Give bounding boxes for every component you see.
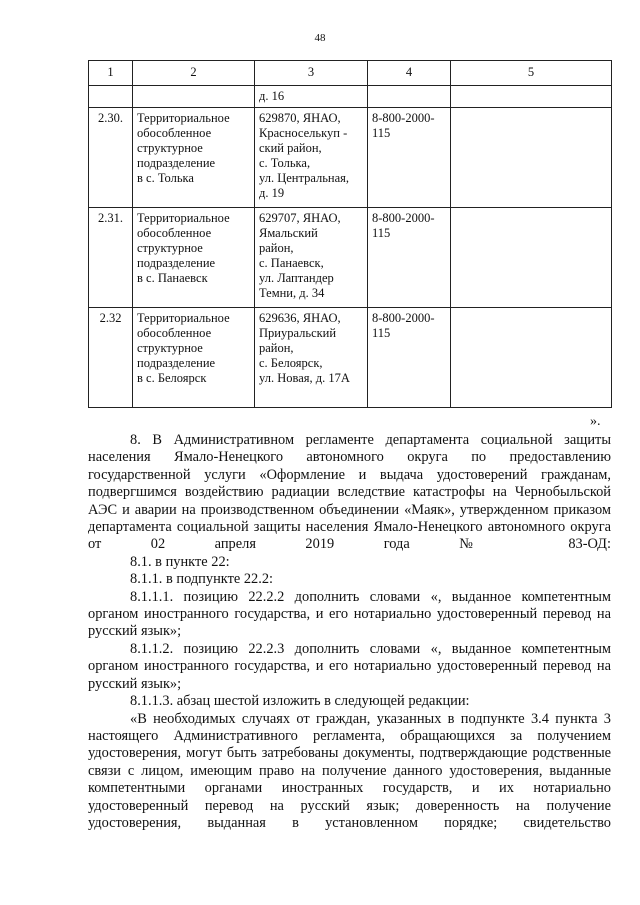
phone-line: 115 (372, 126, 391, 140)
phone-line: 115 (372, 326, 391, 340)
row-number-cell: 2.32 (89, 308, 133, 408)
name-cell (133, 308, 255, 408)
row-number-cell: 2.30. (89, 108, 133, 208)
note-cell (451, 308, 612, 408)
address-line: с. Толька, (259, 156, 311, 170)
address-line: с. Белоярск, (259, 356, 323, 370)
body-text (88, 432, 611, 832)
address-line: Темни, д. 34 (259, 286, 325, 300)
name-line: обособленное (137, 226, 212, 240)
name-line: структурное (137, 141, 203, 155)
address-line: ул. Центральная, (259, 171, 350, 185)
name-cell (133, 86, 255, 108)
page-number: 48 (314, 32, 326, 44)
phone-cell (368, 86, 451, 108)
header-cell-4: 4 (368, 61, 451, 86)
note-cell (451, 86, 612, 108)
paragraph-8-1-1-1: 8.1.1.1. позицию 22.2.2 дополнить словами «, выданное компетентным органом иностранного государства, и его нотариально удостоверенный перевод на русский язык»; (88, 588, 611, 640)
address-line: 629707, ЯНАО, (259, 211, 341, 225)
header-cell-2: 2 (133, 61, 255, 86)
row-number-cell: 2.31. (89, 208, 133, 308)
name-line: подразделение (137, 356, 216, 370)
address-line: ский район, (259, 141, 322, 155)
table-row (89, 308, 612, 408)
name-line: структурное (137, 241, 203, 255)
name-line: подразделение (137, 156, 216, 170)
name-line: Территориальное (137, 111, 230, 125)
address-cell (255, 108, 368, 208)
name-line: обособленное (137, 126, 212, 140)
name-line: обособленное (137, 326, 212, 340)
table-body (89, 61, 612, 408)
phone-line: 8-800-2000- (372, 111, 435, 125)
address-cell (255, 308, 368, 408)
paragraph-8-1-1-2: 8.1.1.2. позицию 22.2.3 дополнить словами «, выданное компетентным органом иностранного государства, и его нотариально удостоверенный перевод на русский язык»; (88, 640, 611, 692)
paragraph-8-1: 8.1. в пункте 22: (130, 553, 230, 570)
address-cell (255, 208, 368, 308)
header-cell-1: 1 (89, 61, 133, 86)
table-row (89, 208, 612, 308)
address-line: ул. Новая, д. 17А (259, 371, 350, 385)
table-closing-quote: ». (590, 414, 601, 429)
name-cell (133, 208, 255, 308)
table-header-row (89, 61, 612, 86)
address-line: д. 19 (259, 186, 285, 200)
name-line: структурное (137, 341, 203, 355)
name-line: в с. Толька (137, 171, 194, 185)
name-line: в с. Панаевск (137, 271, 208, 285)
name-cell (133, 108, 255, 208)
phone-cell (368, 308, 451, 408)
phone-cell (368, 208, 451, 308)
paragraph-8: 8. В Административном регламенте департамента социальной защиты населения Ямало-Ненецкого автономного округа по предоставлению государственной услуги «Оформление и выдача удостоверений гражданам, подвергшимся воздействию радиации вследствие катастрофы на Чернобыльской АЭС и аварии на производственном объединении «Маяк», утвержденном приказом департамента социальной защиты населения Ямало-Ненецкого автономного округа от 02 апреля 2019 года № 83-ОД: (88, 432, 611, 553)
address-line: район, (259, 341, 294, 355)
row-number-cell (89, 86, 133, 108)
phone-line: 8-800-2000- (372, 211, 435, 225)
address-line: 629870, ЯНАО, (259, 111, 341, 125)
address-cell (255, 86, 368, 108)
note-cell (451, 208, 612, 308)
paragraph-new-wording: «В необходимых случаях от граждан, указанных в подпункте 3.4 пункта 3 настоящего Административного регламента, обращающихся за получением удостоверения, могут быть затребованы документы, подтверждающие родственные связи с лицом, имеющим право на получение данного удостоверения, выданные компетентными органами иностранных государств, и их нотариально удостоверенный перевод на русский язык; доверенность на получение удостоверения, выданная в установленном порядке; свидетельство (88, 710, 611, 831)
table-row (89, 86, 612, 108)
header-cell-3: 3 (255, 61, 368, 86)
name-line: в с. Белоярск (137, 371, 207, 385)
header-cell-5: 5 (451, 61, 612, 86)
paragraph-8-1-1-3: 8.1.1.3. абзац шестой изложить в следующей редакции: (130, 693, 470, 710)
table-row (89, 108, 612, 208)
address-line: 629636, ЯНАО, (259, 311, 341, 325)
paragraph-8-1-1: 8.1.1. в подпункте 22.2: (130, 571, 274, 588)
phone-line: 115 (372, 226, 391, 240)
address-line: с. Панаевск, (259, 256, 324, 270)
address-line: Ямальский (259, 226, 318, 240)
name-line: Территориальное (137, 211, 230, 225)
address-line: Красноселькуп - (259, 126, 348, 140)
offices-table (88, 60, 612, 408)
note-cell (451, 108, 612, 208)
address-line: д. 16 (259, 89, 285, 103)
name-line: Территориальное (137, 311, 230, 325)
address-line: ул. Лаптандер (259, 271, 334, 285)
name-line: подразделение (137, 256, 216, 270)
phone-cell (368, 108, 451, 208)
address-line: район, (259, 241, 294, 255)
phone-line: 8-800-2000- (372, 311, 435, 325)
address-line: Приуральский (259, 326, 337, 340)
